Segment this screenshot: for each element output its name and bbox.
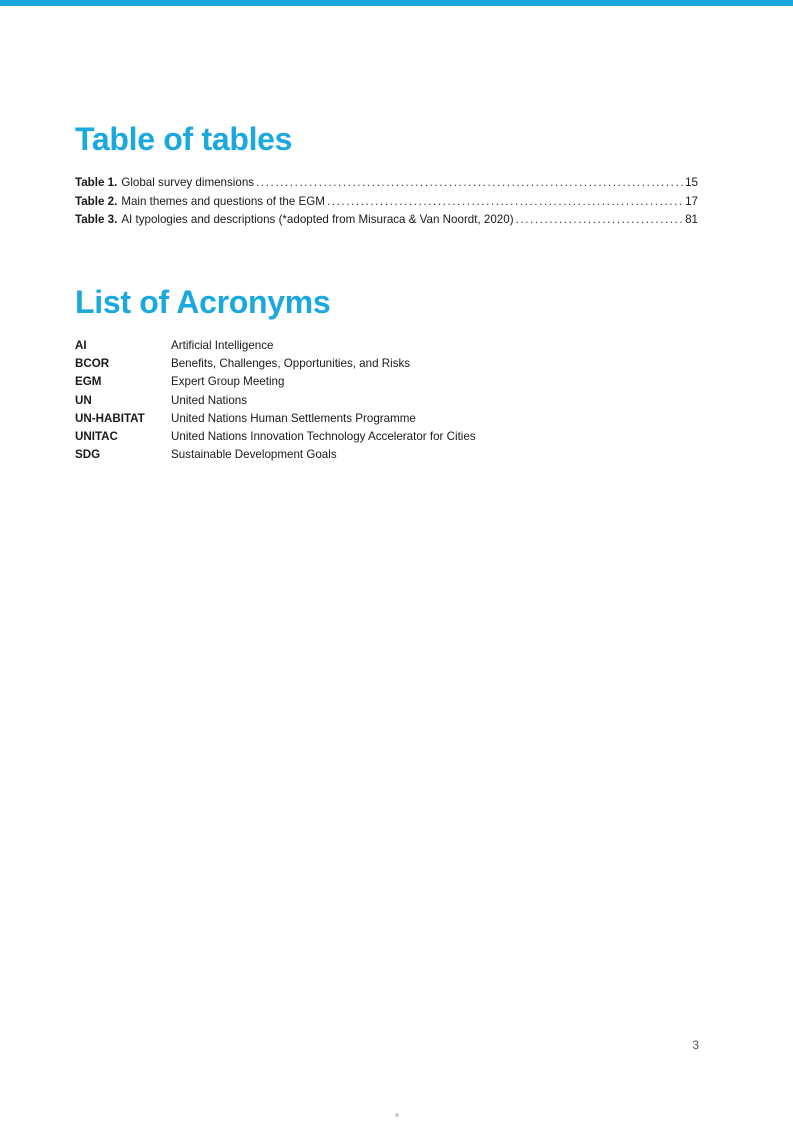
page-number: 3 — [692, 1038, 699, 1052]
toc-entry-label: Table 1. — [75, 176, 118, 189]
acronym-row — [75, 373, 476, 391]
acronym-definition: Artificial Intelligence — [171, 339, 274, 352]
acronym-definition: Sustainable Development Goals — [171, 448, 337, 462]
toc-entry-table-2[interactable] — [75, 193, 698, 212]
acronym-row — [75, 355, 476, 373]
toc-dot-leader — [327, 193, 683, 212]
acronym-list — [75, 337, 476, 464]
toc-entry-table-1[interactable] — [75, 174, 698, 193]
toc-entry-label: Table 2. — [75, 194, 118, 208]
acronym-definition: United Nations Human Settlements Programme — [171, 411, 416, 425]
acronym-abbreviation: BCOR — [75, 357, 110, 371]
toc-entry-label: Table 3. — [75, 213, 118, 226]
acronym-abbreviation: UN — [75, 393, 92, 407]
toc-entry-page: 81 — [685, 213, 698, 226]
toc-entry-table-3[interactable] — [75, 211, 698, 230]
footer-dot — [395, 1113, 399, 1117]
acronym-abbreviation: AI — [75, 339, 87, 352]
toc-dot-leader — [516, 211, 684, 230]
acronym-definition: Benefits, Challenges, Opportunities, and Risks — [171, 357, 411, 371]
toc-dot-leader — [256, 174, 683, 193]
acronym-row — [75, 410, 476, 428]
acronym-abbreviation: EGM — [75, 375, 102, 389]
toc-entry-text: AI typologies and descriptions (*adopted from Misuraca & Van Noordt, 2020) — [121, 213, 514, 226]
top-accent-bar — [0, 0, 793, 6]
acronym-row — [75, 337, 476, 355]
list-of-acronyms-title: List of Acronyms — [75, 284, 331, 320]
toc-entry-text: Main themes and questions of the EGM — [121, 194, 325, 208]
table-of-tables-title: Table of tables — [75, 121, 293, 157]
toc-entry-text: Global survey dimensions — [121, 176, 255, 189]
acronym-row — [75, 392, 476, 410]
acronym-definition: Expert Group Meeting — [171, 375, 285, 389]
acronym-definition: United Nations Innovation Technology Accelerator for Cities — [171, 429, 476, 443]
acronym-abbreviation: UNITAC — [75, 429, 118, 443]
toc-entry-page: 17 — [685, 194, 698, 208]
acronym-row — [75, 446, 476, 464]
toc-entry-page: 15 — [685, 176, 698, 189]
acronym-abbreviation: SDG — [75, 448, 101, 462]
acronym-abbreviation: UN-HABITAT — [75, 411, 145, 425]
acronym-definition: United Nations — [171, 393, 248, 407]
acronym-row — [75, 428, 476, 446]
table-of-tables-list — [75, 174, 698, 230]
